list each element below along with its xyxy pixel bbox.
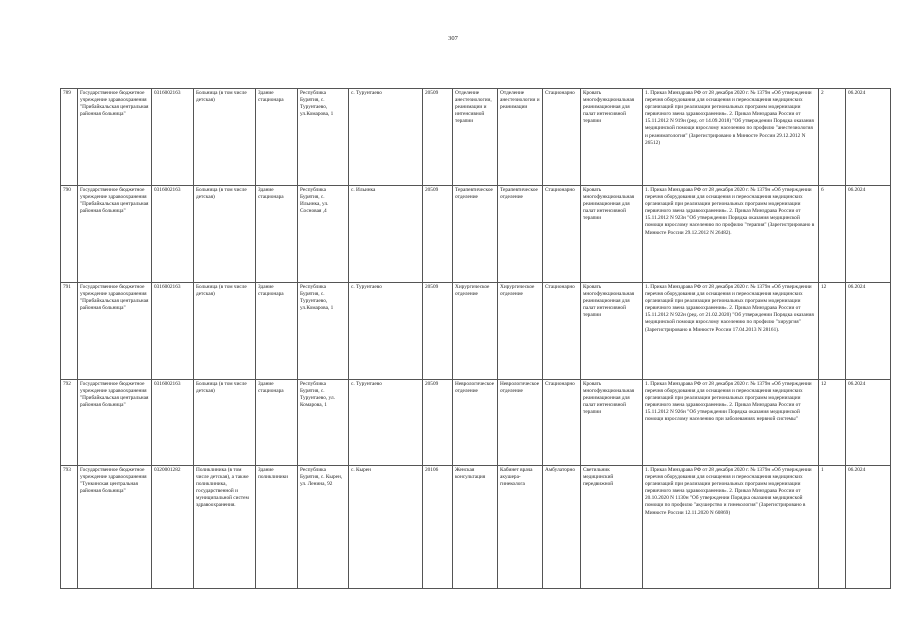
cell-organization-name: Государственное бюджетное учреждение здравоохранения "Прибайкальская центральная районная больница" (78, 283, 152, 380)
cell-building: Здание стационара (256, 186, 298, 283)
cell-delivery-date: 06.2024 (846, 380, 891, 466)
cell-unit: Отделение анестезиологии и реанимации (498, 89, 543, 186)
cell-row-number: 793 (61, 466, 78, 589)
cell-address: Республика Бурятия, с. Ильинка, ул. Сосновая ,4 (298, 186, 349, 283)
cell-row-number: 789 (61, 89, 78, 186)
cell-facility-type: Поликлиника (в том числе детская), а также поликлиника, государственной и муниципальной систем здравоохранения. (194, 466, 256, 589)
cell-quantity: 12 (819, 283, 846, 380)
cell-address: Республика Бурятия, с. Кырен, ул. Ленина, 92 (298, 466, 349, 589)
cell-equipment-name: Кровать многофункциональная реанимационная для палат интенсивной терапии (581, 89, 643, 186)
cell-quantity: 1 (819, 466, 846, 589)
table-row (61, 89, 891, 186)
cell-equipment-name: Кровать многофункциональная реанимационная для палат интенсивной терапии (581, 283, 643, 380)
cell-organization-name: Государственное бюджетное учреждение здравоохранения "Прибайкальская центральная районная больница" (78, 89, 152, 186)
cell-oktmo-code: 20106 (423, 466, 453, 589)
cell-building: Здание стационара (256, 89, 298, 186)
cell-oktmo-code: 20509 (423, 380, 453, 466)
cell-department: Терапевтическое отделение (453, 186, 498, 283)
table-row (61, 283, 891, 380)
cell-organization-code: 0316002163 (152, 186, 194, 283)
cell-delivery-date: 06.2024 (846, 466, 891, 589)
cell-quantity: 12 (819, 380, 846, 466)
page-number: 307 (448, 35, 458, 42)
cell-facility-type: Больница (в том числе детская) (194, 186, 256, 283)
table-row (61, 186, 891, 283)
cell-row-number: 790 (61, 186, 78, 283)
cell-row-number: 792 (61, 380, 78, 466)
cell-department: Неврологическое отделение (453, 380, 498, 466)
cell-facility-type: Больница (в том числе детская) (194, 89, 256, 186)
cell-legal-basis: 1. Приказ Минздрава РФ от 28 декабря 2020 г. № 1379н «Об утверждении перечня оборудования для оснащения и переоснащения медицинских организаций при реализации региональных программ модернизации первичного звена здравоохранения». 2. Приказ Минздрава России от 15.11.2012 N 919н (ред. от 14.09.2018) "Об утверждении Порядка оказания медицинской помощи взрослому населению по профилю "анестезиология и реаниматология" (Зарегистрировано в Минюсте России 29.12.2012 N 26512) (643, 89, 819, 186)
cell-facility-type: Больница (в том числе детская) (194, 380, 256, 466)
cell-department: Хирургическое отделение (453, 283, 498, 380)
cell-address: Республика Бурятия, с. Турунтаево, ул. Комарова, 1 (298, 380, 349, 466)
cell-care-condition: Стационарно (543, 186, 581, 283)
cell-care-condition: Стационарно (543, 283, 581, 380)
cell-oktmo-code: 20509 (423, 283, 453, 380)
cell-legal-basis: 1. Приказ Минздрава РФ от 28 декабря 2020 г. № 1379н «Об утверждении перечня оборудования для оснащения и переоснащения медицинских организаций при реализации региональных программ модернизации первичного звена здравоохранения». 2. Приказ Минздрава России от 15.11.2012 N 926н "Об утверждении Порядка оказания медицинской помощи взрослому населению при заболеваниях нервной системы" (643, 380, 819, 466)
cell-building: Здание стационара (256, 283, 298, 380)
cell-department: Отделение анестезиологии, реанимации и интенсивной терапии (453, 89, 498, 186)
cell-unit: Неврологическое отделение (498, 380, 543, 466)
cell-building: Здание стационара (256, 380, 298, 466)
cell-locality: с. Турунтаево (349, 283, 423, 380)
cell-locality: с. Турунтаево (349, 380, 423, 466)
cell-department: Женская консультация (453, 466, 498, 589)
cell-locality: с. Кырен (349, 466, 423, 589)
cell-legal-basis: 1. Приказ Минздрава РФ от 28 декабря 2020 г. № 1379н «Об утверждении перечня оборудования для оснащения и переоснащения медицинских организаций при реализации региональных программ модернизации первичного звена здравоохранения». 2. Приказ Минздрава России от 15.11.2012 N 922н (ред. от 21.02.2020) "Об утверждении Порядка оказания медицинской помощи взрослому населению по профилю "хирургия" (Зарегистрировано в Минюсте России 17.04.2013 N 28161). (643, 283, 819, 380)
cell-delivery-date: 06.2024 (846, 89, 891, 186)
cell-organization-name: Государственное бюджетное учреждение здравоохранения "Прибайкальская центральная районная больница" (78, 186, 152, 283)
cell-organization-name: Государственное бюджетное учреждение здравоохранения "Тункинская центральная районная больница" (78, 466, 152, 589)
cell-locality: с. Турунтаево (349, 89, 423, 186)
cell-organization-name: Государственное бюджетное учреждение здравоохранения "Прибайкальская центральная районная больница" (78, 380, 152, 466)
cell-address: Республика Бурятия, с. Турунтаево, ул.Комарова, 1 (298, 283, 349, 380)
cell-care-condition: Стационарно (543, 89, 581, 186)
cell-delivery-date: 06.2024 (846, 283, 891, 380)
cell-equipment-name: Светильник медицинский передвижной (581, 466, 643, 589)
cell-row-number: 791 (61, 283, 78, 380)
cell-oktmo-code: 20509 (423, 186, 453, 283)
cell-unit: Хирургическое отделение (498, 283, 543, 380)
cell-locality: с. Ильинка (349, 186, 423, 283)
cell-organization-code: 0320001282 (152, 466, 194, 589)
cell-care-condition: Амбулаторно (543, 466, 581, 589)
cell-facility-type: Больница (в том числе детская) (194, 283, 256, 380)
cell-quantity: 6 (819, 186, 846, 283)
table-row (61, 380, 891, 466)
cell-legal-basis: 1. Приказ Минздрава РФ от 28 декабря 2020 г. № 1379н «Об утверждении перечня оборудования для оснащения и переоснащения медицинских организаций при реализации региональных программ модернизации первичного звена здравоохранения». 2. Приказ Минздрава России от 15.11.2012 N 923н "Об утверждении Порядка оказания медицинской помощи взрослому населению по профилю "терапия" (Зарегистрировано в Минюсте России 29.12.2012 N 26482). (643, 186, 819, 283)
cell-organization-code: 0316002163 (152, 283, 194, 380)
cell-organization-code: 0316002163 (152, 89, 194, 186)
cell-delivery-date: 06.2024 (846, 186, 891, 283)
cell-legal-basis: 1. Приказ Минздрава РФ от 28 декабря 2020 г. № 1379н «Об утверждении перечня оборудования для оснащения и переоснащения медицинских организаций при реализации региональных программ модернизации первичного звена здравоохранения». 2. Приказ Минздрава России от 20.10.2020 N 1130н "Об утверждении Порядка оказания медицинской помощи по профилю "акушерство и гинекология" (Зарегистрировано в Минюсте России 12.11.2020 N 60869) (643, 466, 819, 589)
cell-building: Здание поликлиники (256, 466, 298, 589)
cell-address: Республика Бурятия, с. Турунтаево, ул.Комарова, 1 (298, 89, 349, 186)
cell-organization-code: 0316002163 (152, 380, 194, 466)
cell-oktmo-code: 20509 (423, 89, 453, 186)
cell-equipment-name: Кровать многофункциональная реанимационная для палат интенсивной терапии (581, 186, 643, 283)
table-row (61, 466, 891, 589)
equipment-table (60, 88, 891, 589)
cell-quantity: 2 (819, 89, 846, 186)
cell-unit: Терапевтическое отделение (498, 186, 543, 283)
cell-equipment-name: Кровать многофункциональная реанимационная для палат интенсивной терапии (581, 380, 643, 466)
cell-unit: Кабинет врача акушера-гинеколога (498, 466, 543, 589)
cell-care-condition: Стационарно (543, 380, 581, 466)
